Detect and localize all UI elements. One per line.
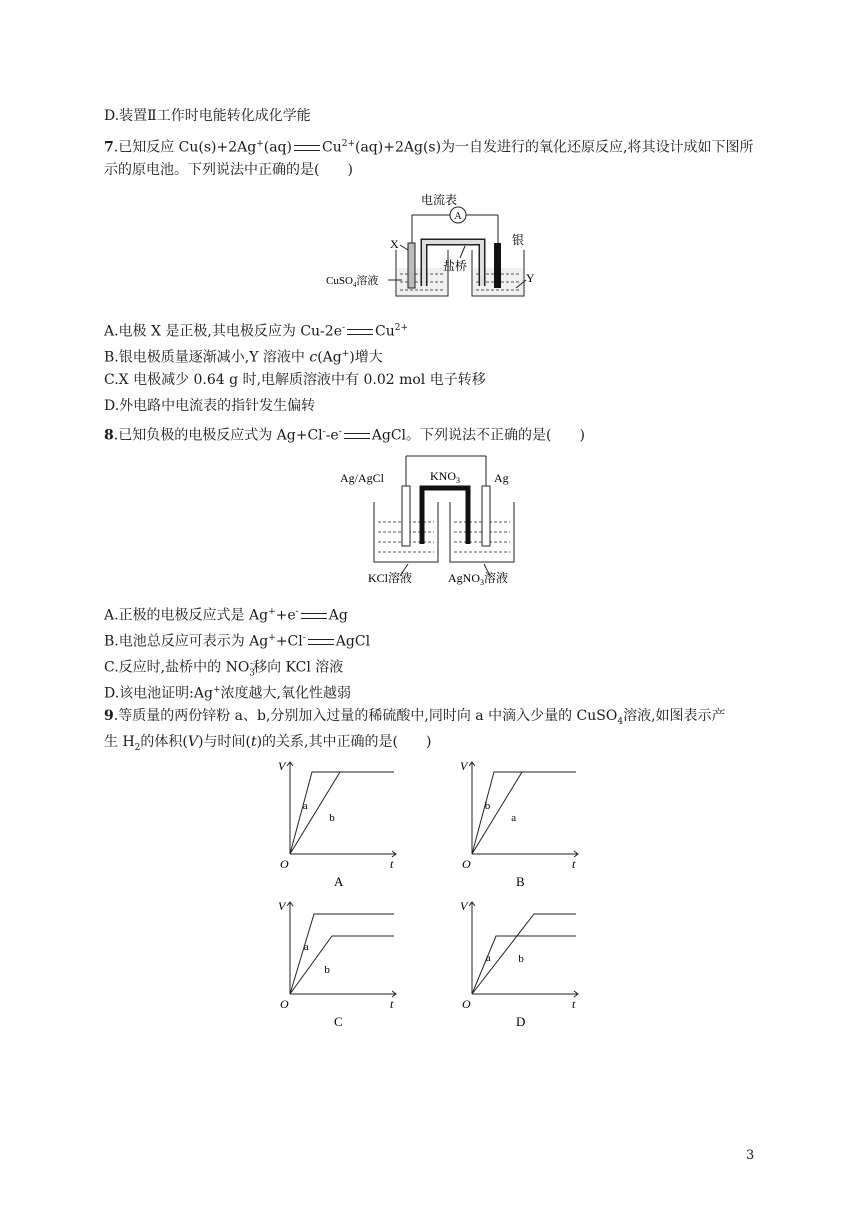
curve-b [472, 772, 576, 854]
y-axis-label: V [460, 759, 468, 773]
y-axis-label: V [460, 899, 468, 913]
q9-graph-d [460, 896, 590, 1036]
x-axis-label: t [390, 997, 394, 1011]
right-electrode [482, 486, 490, 546]
graph-caption: B [516, 874, 525, 889]
x-label: X [390, 237, 399, 251]
q7-option-c: C.X 电极减少 0.64 g 时,电解质溶液中有 0.02 mol 电子转移 [104, 372, 486, 388]
q8-option-d: D.该电池证明:Ag+浓度越大,氧化性越弱 [104, 685, 351, 702]
q7-stem-line1: 7.已知反应 Cu(s)+2Ag+(aq) $Cu^{2+}(aq)+2Ag(s)$为一自发进行的氧化还原反应,将其设计成如下图所 [104, 139, 754, 156]
curve-a [290, 914, 394, 994]
y-axis-label: V [278, 759, 286, 773]
ammeter-label: 电流表 [420, 193, 458, 207]
curve-label-b: b [329, 812, 335, 824]
salt-bridge [422, 488, 468, 544]
curve-label-a: a [511, 812, 517, 824]
salt-bridge-label: 盐桥 [443, 259, 468, 273]
x-axis-label: t [572, 857, 576, 871]
curve-label-a: a [485, 952, 491, 964]
q7-option-d: D.外电路中电流表的指针发生偏转 [104, 398, 316, 414]
equals-sign [344, 433, 370, 439]
ag-label: Ag [494, 471, 509, 485]
q9-stem-line1: 9.等质量的两份锌粉 a、b,分别加入过量的稀硫酸中,同时向 a 中滴入少量的 CuSO$_4$溶液,如图表示产 [104, 708, 726, 727]
q9-graph-c [278, 896, 408, 1036]
q8-option-c: C.反应时,盐桥中的 $NO_3^-$移向 KCl 溶液 [104, 659, 344, 679]
curve-label-b: b [518, 953, 524, 965]
q7-stem-line2: 示的原电池。下列说法中正确的是( ) [104, 162, 353, 178]
q8-option-a: A.正极的电极反应式是 Ag++e- Ag [104, 607, 348, 624]
ag-agcl-label: Ag/AgCl [340, 471, 385, 485]
graph-caption: A [334, 874, 344, 889]
q7-galvanic-cell-figure [320, 188, 540, 308]
equals-sign [294, 145, 320, 151]
y-axis-label: V [278, 899, 286, 913]
curve-label-b: b [484, 800, 491, 812]
origin-label: O [280, 997, 289, 1011]
x-axis-label: t [572, 997, 576, 1011]
q7-option-b: B.银电极质量逐渐减小,Y 溶液中 c(Ag+)增大 [104, 349, 383, 366]
left-electrode [402, 486, 410, 546]
equals-sign [301, 613, 327, 619]
curve-label-b: b [324, 964, 330, 976]
q9-graph-a [278, 756, 408, 896]
q7-option-a: A.电极 X 是正极,其电极反应为 Cu-2e- $Cu^{2+}$ [104, 323, 409, 340]
curve-a [290, 772, 394, 854]
electrode-x [408, 243, 415, 288]
q8-stem: 8.已知负极的电极反应式为 Ag+Cl--e- AgCl。下列说法不正确的是( ) [104, 427, 585, 444]
origin-label: O [280, 857, 289, 871]
origin-label: O [462, 997, 471, 1011]
kno3-label: $KNO_3$ [430, 469, 460, 485]
q9-stem-line2: 生 $H_2$的体积(V)与时间(t)的关系,其中正确的是( ) [104, 734, 432, 753]
equals-sign [347, 329, 373, 335]
curve-label-a: a [303, 941, 309, 953]
cuso4-solution-label: CuSO$_4$溶液 [326, 275, 379, 289]
silver-label: 银 [512, 233, 525, 247]
q8-cell-figure [338, 452, 528, 586]
q9-graph-b [460, 756, 590, 896]
kcl-solution-label: KCl溶液 [368, 571, 413, 585]
q8-option-b: B.电池总反应可表示为 Ag++Cl- AgCl [104, 633, 371, 650]
graph-caption: D [516, 1014, 526, 1029]
silver-electrode [494, 243, 501, 288]
x-axis-label: t [390, 857, 394, 871]
y-label: Y [526, 271, 535, 285]
origin-label: O [462, 857, 471, 871]
curve-a [472, 936, 576, 994]
svg-text:A: A [454, 211, 462, 222]
curve-a [472, 772, 576, 854]
graph-caption: C [334, 1014, 343, 1029]
q6-option-d: D.装置Ⅱ工作时电能转化成化学能 [104, 108, 311, 124]
curve-label-a: a [302, 800, 308, 812]
curve-b [290, 772, 394, 854]
equals-sign [308, 639, 334, 645]
page-number: 3 [746, 1148, 755, 1163]
agno3-solution-label: AgNO$_3$溶液 [448, 571, 509, 586]
